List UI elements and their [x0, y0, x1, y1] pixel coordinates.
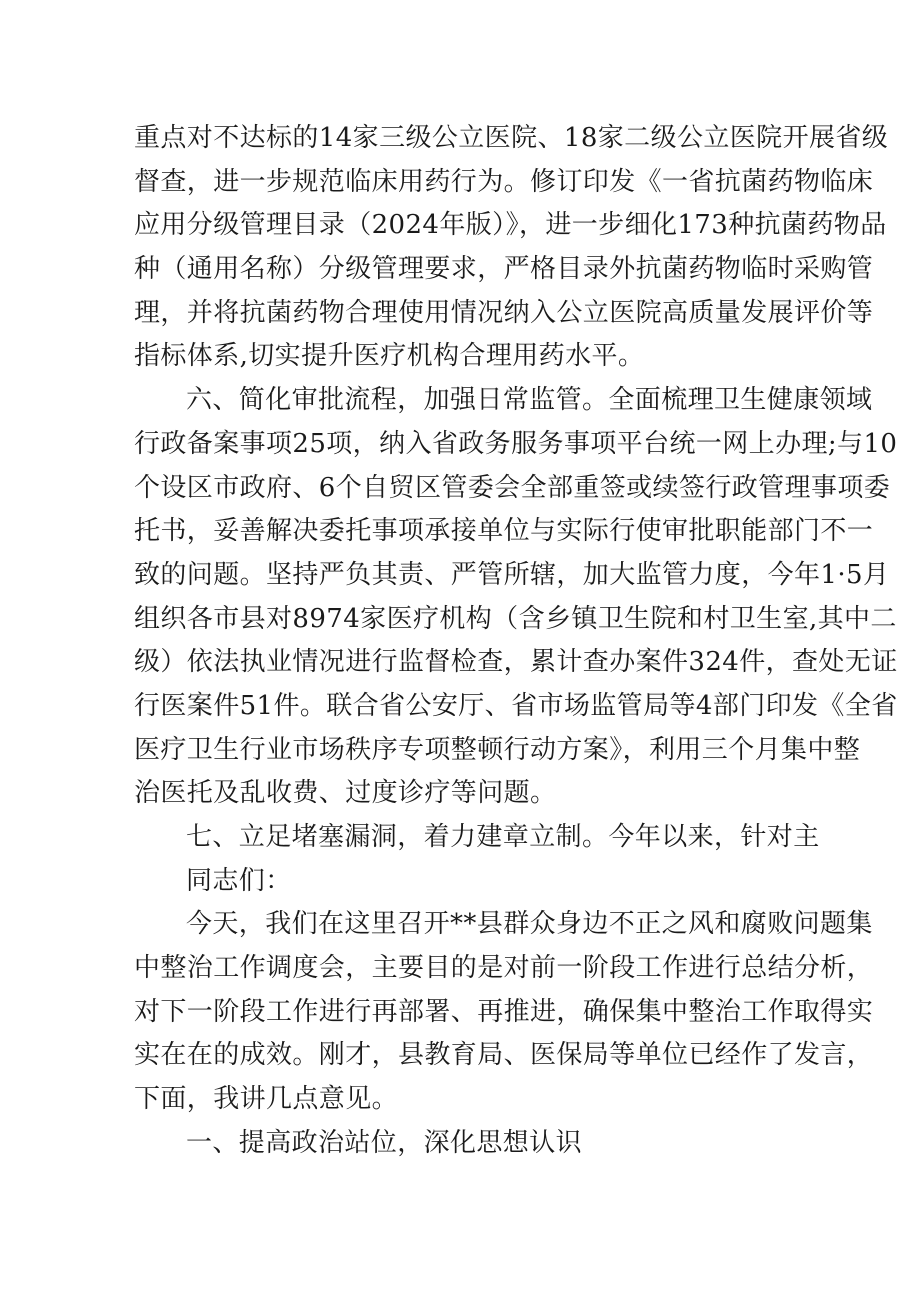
- text-line: 致的问题。坚持严负其责、严管所辖，加大监管力度，今年1·5月: [134, 559, 890, 590]
- text-line: 今天，我们在这里召开**县群众身边不正之风和腐败问题集: [186, 909, 873, 940]
- text-line: 行医案件51件。联合省公安厅、省市场监管局等4部门印发《全省: [134, 690, 898, 721]
- text-line: 种（通用名称）分级管理要求，严格目录外抗菌药物临时采购管: [134, 254, 874, 285]
- text-line: 下面，我讲几点意见。: [134, 1084, 399, 1115]
- document-body: [134, 117, 898, 1166]
- text-line: 个设区市政府、6个自贸区管委会全部重签或续签行政管理事项委: [134, 472, 891, 503]
- text-line: 医疗卫生行业市场秩序专项整顿行动方案》，利用三个月集中整: [134, 734, 861, 765]
- text-line: 重点对不达标的14家三级公立医院、18家二级公立医院开展省级: [134, 123, 889, 153]
- section-heading-six: 六、简化审批流程，加强日常监管。全面梳理卫生健康领域: [186, 385, 873, 416]
- text-line: 督查，进一步规范临床用药行为。修订印发《一省抗菌药物临床: [134, 166, 874, 197]
- text-line: 理，并将抗菌药物合理使用情况纳入公立医院高质量发展评价等: [134, 297, 874, 328]
- text-line: 对下一阶段工作进行再部署、再推进，确保集中整治工作取得实: [134, 996, 874, 1027]
- section-heading-one: 一、提高政治站位，深化思想认识: [186, 1127, 583, 1158]
- text-line: 中整治工作调度会，主要目的是对前一阶段工作进行总结分析，: [134, 953, 874, 984]
- text-line: 实在在的成效。刚才，县教育局、医保局等单位已经作了发言，: [134, 1040, 874, 1071]
- section-heading-seven: 七、立足堵塞漏洞，着力建章立制。今年以来，针对主: [186, 822, 820, 852]
- text-line: 指标体系,切实提升医疗机构合理用药水平。: [134, 341, 645, 372]
- text-line: 托书，妥善解决委托事项承接单位与实际行使审批职能部门不一: [134, 516, 874, 547]
- salutation: 同志们：: [186, 865, 292, 896]
- text-line: 应用分级管理目录（2024年版）》，进一步细化173种抗菌药物品: [134, 210, 887, 241]
- text-line: 组织各市县对8974家医疗机构（含乡镇卫生院和村卫生室,其中二: [134, 603, 897, 634]
- text-line: 级）依法执业情况进行监督检查，累计查办案件324件，查处无证: [134, 647, 898, 678]
- text-line: 治医托及乱收费、过度诊疗等问题。: [134, 778, 557, 809]
- text-line: 行政备案事项25项，纳入省政务服务事项平台统一网上办理;与10: [134, 428, 898, 459]
